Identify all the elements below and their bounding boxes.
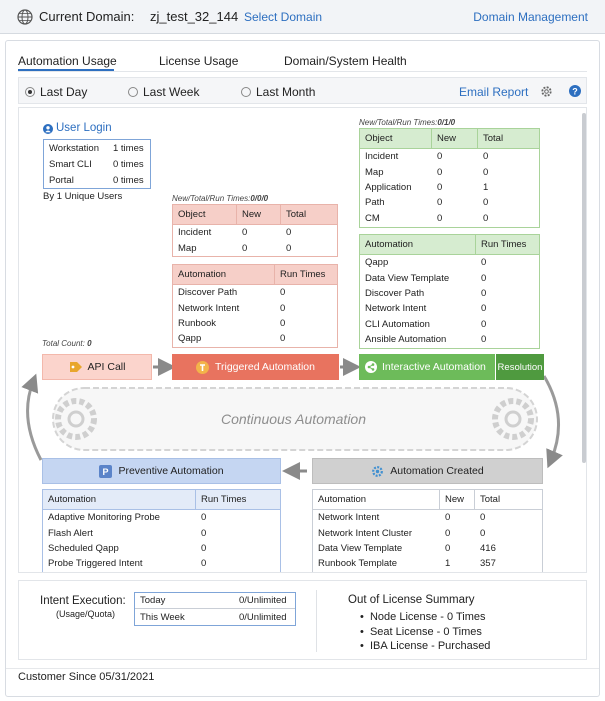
column-header: Run Times (280, 269, 326, 280)
column-header: New (237, 205, 281, 224)
period-label: Today (140, 595, 166, 606)
object-total: 0 (483, 151, 489, 163)
run-times: 0 (280, 287, 286, 299)
object-total: 0 (286, 227, 292, 239)
svg-text:?: ? (572, 86, 578, 97)
api-call-node[interactable] (42, 354, 152, 380)
object-new: 0 (437, 151, 443, 163)
object-new: 0 (437, 181, 443, 193)
tab-divider (18, 71, 587, 72)
run-times: 0 (280, 302, 286, 314)
node-label: API Call (87, 361, 126, 373)
triggered-automation-node[interactable] (172, 354, 339, 380)
license-item: • Seat License - 0 Times (360, 626, 482, 638)
column-header: Automation (43, 490, 196, 509)
select-domain-link[interactable]: Select Domain (244, 10, 323, 24)
caption-label: New/Total/Run Times: (359, 118, 438, 127)
run-times: 0 (481, 318, 487, 330)
automation-flow-area (18, 107, 587, 573)
column-header: Automation (173, 265, 275, 284)
column-header: New (440, 490, 475, 509)
login-count: 0 times (113, 174, 144, 186)
tab-license-usage[interactable]: License Usage (159, 54, 239, 68)
created-new: 0 (445, 512, 451, 524)
created-total: 0 (480, 512, 486, 524)
object-total: 1 (483, 181, 489, 193)
run-times: 0 (481, 257, 487, 269)
customer-since: Customer Since 05/31/2021 (18, 671, 155, 683)
interactive-automation-node[interactable] (359, 354, 495, 380)
license-item-text: Seat License - 0 Times (369, 626, 482, 638)
tag-icon (69, 361, 83, 373)
user-login-title: User Login (56, 122, 112, 134)
login-source: Workstation (49, 142, 99, 154)
column-header: Automation (313, 490, 440, 509)
license-item-text: IBA License - Purchased (369, 640, 491, 652)
object-total: 0 (286, 242, 292, 254)
automation-name: Runbook (178, 317, 217, 329)
domain-management-link[interactable]: Domain Management (473, 10, 588, 24)
automation-name: Data View Template (318, 542, 403, 554)
table-row (43, 525, 280, 540)
created-table (312, 489, 543, 573)
table-row (43, 510, 280, 525)
radio-label: Last Month (256, 85, 316, 99)
table-row (135, 593, 295, 609)
license-item: • IBA License - Purchased (360, 640, 491, 652)
radio-unselected-icon (128, 87, 138, 97)
login-count: 0 times (113, 158, 144, 170)
usage-value: 0/Unlimited (239, 595, 287, 606)
intent-execution-sublabel: (Usage/Quota) (56, 609, 116, 619)
created-total: 0 (480, 527, 486, 539)
table-row (43, 556, 280, 571)
run-times: 0 (481, 272, 487, 284)
column-header: Total (483, 133, 504, 144)
table-row (135, 609, 295, 625)
object-name: CM (365, 212, 380, 224)
license-item: • Node License - 0 Times (360, 611, 486, 623)
column-header: Automation (360, 235, 476, 254)
created-new: 0 (445, 527, 451, 539)
radio-label: Last Week (143, 85, 200, 99)
created-total: 416 (480, 542, 496, 554)
run-times: 0 (201, 558, 207, 570)
login-source: Portal (49, 174, 74, 186)
automation-name: Runbook Template (318, 558, 398, 570)
automation-name: Data View Template (365, 272, 450, 284)
login-count: 1 times (113, 142, 144, 154)
object-total: 0 (483, 166, 489, 178)
radio-selected-icon (25, 87, 35, 97)
node-label: Preventive Automation (118, 465, 224, 477)
trigger-icon (196, 361, 209, 374)
intent-execution-label: Intent Execution: (40, 595, 126, 607)
preventive-automation-node[interactable] (42, 458, 281, 484)
table-row (313, 541, 542, 556)
table-row (313, 510, 542, 525)
automation-name: Probe Triggered Intent (48, 558, 143, 570)
gear-icon (371, 465, 384, 478)
help-icon[interactable] (569, 85, 581, 97)
gear-icon[interactable] (540, 85, 553, 98)
column-header: Run Times (481, 239, 527, 250)
column-header: Total (286, 209, 307, 220)
created-new: 1 (445, 558, 451, 570)
node-label: Interactive Automation (382, 361, 486, 373)
column-header: Object (173, 205, 237, 224)
object-total: 0 (483, 197, 489, 209)
object-new: 0 (437, 197, 443, 209)
created-new: 0 (445, 542, 451, 554)
run-times: 0 (201, 512, 207, 524)
caption-label: New/Total/Run Times: (172, 194, 251, 203)
node-label: Resolution (497, 361, 543, 373)
automation-name: Network Intent (318, 512, 380, 524)
automation-name: Network Intent Cluster (318, 527, 412, 539)
share-icon (365, 361, 377, 373)
run-times: 0 (280, 317, 286, 329)
run-times: 0 (481, 334, 487, 346)
radio-label: Last Day (40, 85, 88, 99)
intent-execution-table (134, 592, 296, 626)
summary-divider (316, 590, 317, 652)
automation-name: Qapp (178, 333, 202, 345)
caption-value: 0/0/0 (250, 194, 269, 203)
caption-value: 0/1/0 (437, 118, 456, 127)
column-header: Object (360, 129, 432, 148)
table-header (43, 490, 280, 510)
table-row (313, 525, 542, 540)
tab-domain-system-health[interactable]: Domain/System Health (284, 54, 407, 68)
automation-name: Flash Alert (48, 527, 93, 539)
radio-last-day[interactable] (25, 85, 87, 99)
object-new: 0 (437, 166, 443, 178)
login-source: Smart CLI (49, 158, 92, 170)
run-times: 0 (481, 287, 487, 299)
automation-name: Adaptive Monitoring Probe (48, 512, 160, 524)
svg-text:P: P (102, 466, 109, 477)
object-new: 0 (242, 227, 248, 239)
column-header: Total (480, 494, 501, 505)
object-name: Path (365, 197, 385, 209)
tab-automation-usage[interactable]: Automation Usage (18, 54, 117, 68)
period-label: This Week (140, 611, 185, 623)
run-times: 0 (201, 542, 207, 554)
globe-icon (17, 9, 33, 25)
object-name: Map (178, 242, 197, 254)
run-times: 0 (481, 303, 487, 315)
table-row (313, 556, 542, 571)
automation-created-node[interactable] (312, 458, 543, 484)
radio-last-month[interactable] (241, 85, 315, 99)
automation-name: CLI Automation (365, 318, 430, 330)
continuous-automation-label: Continuous Automation (220, 411, 367, 427)
object-new: 0 (242, 242, 248, 254)
radio-last-week[interactable] (128, 85, 199, 99)
automation-name: Discover Path (178, 287, 238, 299)
object-name: Incident (178, 227, 212, 239)
summary-box (18, 580, 587, 660)
automation-name: Network Intent (365, 303, 427, 315)
node-label: Triggered Automation (214, 361, 315, 373)
current-domain-name: zj_test_32_144 (150, 9, 239, 24)
run-times: 0 (201, 527, 207, 539)
unique-users-text: By 1 Unique Users (43, 191, 123, 202)
object-new: 0 (437, 212, 443, 224)
table-row (43, 541, 280, 556)
preventive-table (42, 489, 281, 573)
node-label: Automation Created (390, 465, 484, 477)
automation-name: Scheduled Qapp (48, 542, 119, 554)
license-summary-title: Out of License Summary (348, 594, 475, 606)
email-report-link[interactable]: Email Report (459, 85, 529, 99)
total-count-label: Total Count: (42, 339, 85, 348)
table-header (313, 490, 542, 510)
current-domain-label: Current Domain: (39, 9, 135, 24)
resolution-node[interactable] (496, 354, 544, 380)
radio-unselected-icon (241, 87, 251, 97)
run-times: 0 (280, 333, 286, 345)
footer-divider (6, 668, 599, 669)
object-name: Map (365, 166, 384, 178)
created-total: 357 (480, 558, 496, 570)
object-total: 0 (483, 212, 489, 224)
preventive-icon (99, 465, 112, 478)
license-item-text: Node License - 0 Times (369, 611, 486, 623)
total-count-value: 0 (87, 339, 92, 348)
column-header: Run Times (201, 494, 247, 505)
usage-value: 0/Unlimited (239, 611, 287, 623)
object-name: Incident (365, 151, 399, 163)
column-header: New (432, 129, 478, 148)
object-name: Application (365, 181, 412, 193)
automation-name: Network Intent (178, 302, 240, 314)
automation-name: Ansible Automation (365, 334, 447, 346)
automation-name: Discover Path (365, 287, 425, 299)
automation-name: Qapp (365, 257, 389, 269)
